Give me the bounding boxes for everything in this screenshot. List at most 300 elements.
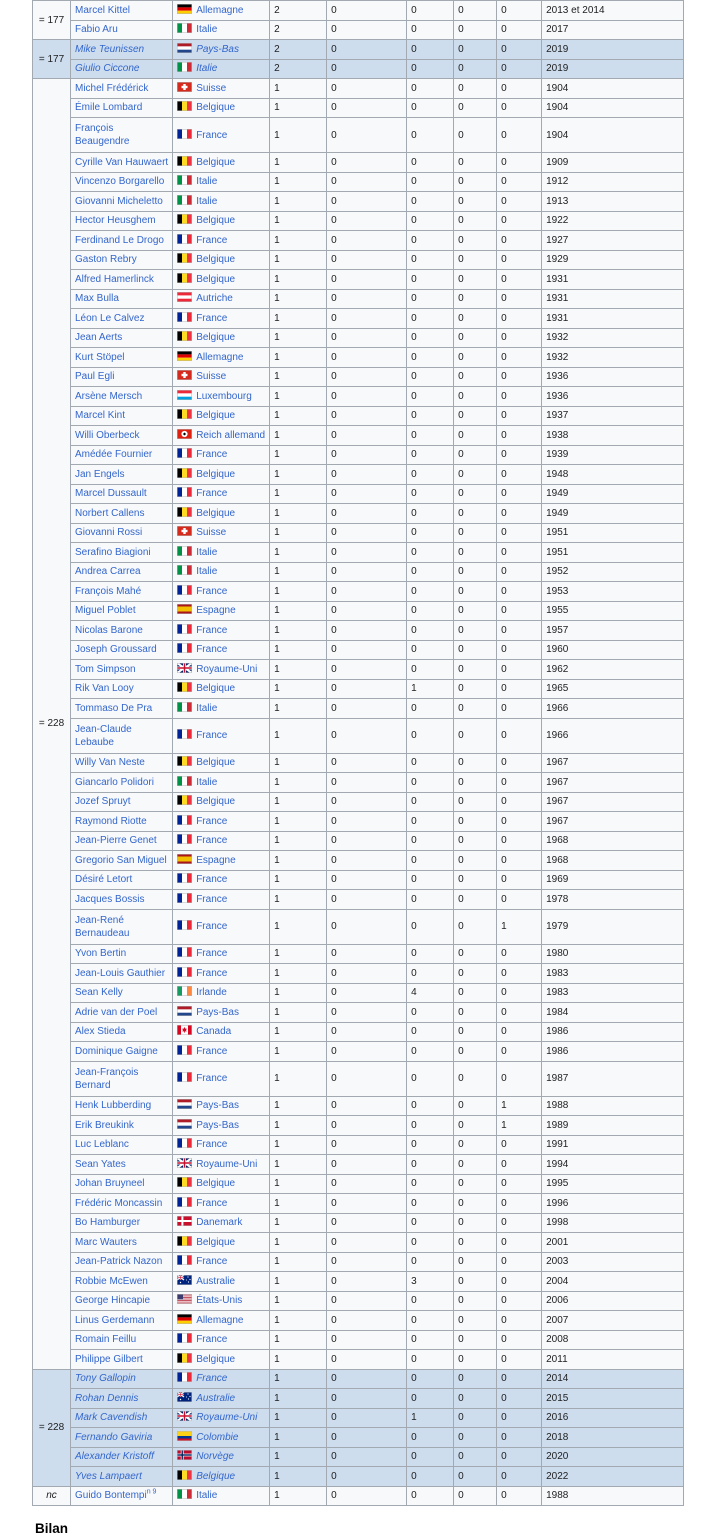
years-cell: 1967 <box>542 773 684 793</box>
years-cell: 1988 <box>542 1486 684 1506</box>
stat-cell-2: 0 <box>327 1061 407 1096</box>
rider-link[interactable]: Yves Lampaert <box>75 1470 142 1482</box>
country-link[interactable]: Suisse <box>196 527 227 539</box>
country-link[interactable]: France <box>196 893 228 905</box>
rider-link[interactable]: Nicolas Barone <box>75 624 143 636</box>
country-link[interactable]: Italie <box>196 546 218 558</box>
stat-cell-1: 1 <box>270 1350 327 1370</box>
country-link[interactable]: France <box>196 1045 228 1057</box>
country-link[interactable]: Belgique <box>196 156 236 168</box>
years-cell: 1931 <box>542 309 684 329</box>
country-link[interactable]: Espagne <box>196 605 236 617</box>
rider-name-cell <box>71 831 173 851</box>
stat-cell-5: 0 <box>497 640 542 660</box>
country-link[interactable]: Pays-Bas <box>196 1006 239 1018</box>
rider-link[interactable]: Max Bulla <box>75 293 119 305</box>
rider-link[interactable]: Giovanni Micheletto <box>75 195 163 207</box>
table-row <box>33 523 684 543</box>
rider-link[interactable]: François Mahé <box>75 585 142 597</box>
rider-link[interactable]: Bo Hamburger <box>75 1217 141 1229</box>
country-cell <box>173 20 270 40</box>
stat-cell-3: 0 <box>407 1447 454 1467</box>
stat-cell-1: 1 <box>270 1252 327 1272</box>
stat-cell-5: 0 <box>497 465 542 485</box>
stat-cell-3: 0 <box>407 621 454 641</box>
rider-link[interactable]: Émile Lombard <box>75 102 143 114</box>
country-link[interactable]: Allemagne <box>196 1314 244 1326</box>
stat-cell-3: 0 <box>407 523 454 543</box>
table-row <box>33 20 684 40</box>
stat-cell-3: 0 <box>407 890 454 910</box>
country-cell <box>173 812 270 832</box>
table-row <box>33 1174 684 1194</box>
country-link[interactable]: France <box>196 815 228 827</box>
stat-cell-5: 0 <box>497 59 542 79</box>
rider-link[interactable]: Jean-François Bernard <box>75 1066 139 1091</box>
stat-cell-2: 0 <box>327 153 407 173</box>
rider-link[interactable]: Willy Van Neste <box>75 757 145 769</box>
stat-cell-3: 0 <box>407 1 454 21</box>
country-link[interactable]: Suisse <box>196 82 227 94</box>
rider-link[interactable]: Tom Simpson <box>75 663 136 675</box>
rider-link[interactable]: Léon Le Calvez <box>75 312 145 324</box>
flag-fr-icon <box>177 815 192 825</box>
rider-link[interactable]: Arsène Mersch <box>75 390 143 402</box>
years-cell: 1932 <box>542 328 684 348</box>
stat-cell-5: 0 <box>497 406 542 426</box>
country-link[interactable]: France <box>196 585 228 597</box>
rider-link[interactable]: Hector Heusghem <box>75 215 156 227</box>
country-link[interactable]: France <box>196 835 228 847</box>
rider-link[interactable]: Andrea Carrea <box>75 566 141 578</box>
rider-name-cell <box>71 1311 173 1331</box>
rider-link[interactable]: Erik Breukink <box>75 1119 134 1131</box>
country-link[interactable]: Danemark <box>196 1217 243 1229</box>
stat-cell-3: 0 <box>407 484 454 504</box>
rider-link[interactable]: Paul Egli <box>75 371 115 383</box>
rider-link[interactable]: Marc Wauters <box>75 1236 137 1248</box>
table-row <box>33 309 684 329</box>
rider-link[interactable]: Gaston Rebry <box>75 254 137 266</box>
rider-link[interactable]: Jean-Pierre Genet <box>75 835 157 847</box>
stat-cell-2: 0 <box>327 79 407 99</box>
stat-cell-5: 0 <box>497 543 542 563</box>
rank-cell: = 177 <box>33 40 71 79</box>
rider-link[interactable]: Serafino Biagioni <box>75 546 151 558</box>
country-link[interactable]: Italie <box>196 566 218 578</box>
years-cell: 1931 <box>542 289 684 309</box>
rider-name-cell <box>71 426 173 446</box>
rider-link[interactable]: Giovanni Rossi <box>75 527 143 539</box>
rider-name-cell <box>71 1389 173 1409</box>
rider-link[interactable]: Raymond Riotte <box>75 815 147 827</box>
rider-link[interactable]: Joseph Groussard <box>75 644 157 656</box>
country-link[interactable]: Allemagne <box>196 4 244 16</box>
country-link[interactable]: France <box>196 312 228 324</box>
years-cell: 1931 <box>542 270 684 290</box>
country-link[interactable]: Luxembourg <box>196 390 252 402</box>
years-cell: 2018 <box>542 1428 684 1448</box>
rider-link[interactable]: Alexander Kristoff <box>75 1451 154 1463</box>
rider-link[interactable]: Tommaso De Pra <box>75 702 153 714</box>
country-link[interactable]: France <box>196 624 228 636</box>
country-link[interactable]: France <box>196 644 228 656</box>
country-link[interactable]: Irlande <box>196 987 227 999</box>
rider-link[interactable]: Jean Aerts <box>75 332 123 344</box>
country-link[interactable]: Suisse <box>196 371 227 383</box>
rider-name-cell <box>71 1486 173 1506</box>
country-cell <box>173 1291 270 1311</box>
country-cell <box>173 718 270 753</box>
country-link[interactable]: France <box>196 1073 228 1084</box>
rider-link[interactable]: François Beaugendre <box>75 123 130 147</box>
stat-cell-5: 0 <box>497 1350 542 1370</box>
stat-cell-3: 0 <box>407 172 454 192</box>
stat-cell-1: 1 <box>270 270 327 290</box>
rider-link[interactable]: Jean-René Bernaudeau <box>75 914 130 939</box>
table-row <box>33 465 684 485</box>
stat-cell-4: 0 <box>454 79 497 99</box>
rider-name-cell <box>71 1428 173 1448</box>
rider-link[interactable]: Henk Lubberding <box>75 1100 152 1112</box>
country-cell <box>173 1330 270 1350</box>
flag-it-icon <box>177 62 192 72</box>
stat-cell-2: 0 <box>327 1389 407 1409</box>
rider-link[interactable]: Fabio Aru <box>75 24 118 36</box>
years-cell: 1996 <box>542 1194 684 1214</box>
country-link[interactable]: Norvège <box>196 1451 234 1463</box>
rider-link[interactable]: Rohan Dennis <box>75 1392 139 1404</box>
country-link[interactable]: Belgique <box>196 796 236 808</box>
stat-cell-1: 1 <box>270 465 327 485</box>
table-row <box>33 1003 684 1023</box>
table-row <box>33 1116 684 1136</box>
stat-cell-5: 0 <box>497 870 542 890</box>
country-cell <box>173 1022 270 1042</box>
rider-link[interactable]: Michel Frédérick <box>75 82 149 94</box>
flag-fr-icon <box>177 1333 192 1343</box>
stat-cell-3: 0 <box>407 1022 454 1042</box>
country-link[interactable]: Espagne <box>196 854 236 866</box>
rider-name-cell <box>71 1213 173 1233</box>
rider-link[interactable]: Tony Gallopin <box>75 1373 136 1385</box>
stat-cell-5: 0 <box>497 1003 542 1023</box>
country-cell <box>173 562 270 582</box>
rider-name-cell <box>71 582 173 602</box>
table-row <box>33 192 684 212</box>
flag-be-icon <box>177 273 192 283</box>
country-link[interactable]: Italie <box>196 1490 218 1502</box>
years-cell: 1936 <box>542 387 684 407</box>
country-link[interactable]: Canada <box>196 1026 232 1038</box>
table-row <box>33 1233 684 1253</box>
rider-link[interactable]: Cyrille Van Hauwaert <box>75 156 169 168</box>
stat-cell-5: 0 <box>497 504 542 524</box>
rider-link[interactable]: Giulio Ciccone <box>75 63 140 75</box>
rider-link[interactable]: Giancarlo Polidori <box>75 776 154 788</box>
table-row <box>33 504 684 524</box>
stat-cell-1: 2 <box>270 1 327 21</box>
rider-link[interactable]: Yvon Bertin <box>75 948 127 960</box>
table-row <box>33 367 684 387</box>
years-cell: 2013 et 2014 <box>542 1 684 21</box>
stat-cell-1: 1 <box>270 718 327 753</box>
country-cell <box>173 504 270 524</box>
stat-cell-2: 0 <box>327 1486 407 1506</box>
stat-cell-5: 0 <box>497 1061 542 1096</box>
stat-cell-3: 0 <box>407 1042 454 1062</box>
stat-cell-3: 0 <box>407 640 454 660</box>
rider-link[interactable]: Philippe Gilbert <box>75 1353 143 1365</box>
stat-cell-4: 0 <box>454 328 497 348</box>
country-link[interactable]: Pays-Bas <box>196 43 239 55</box>
country-link[interactable]: Belgique <box>196 1236 236 1248</box>
stat-cell-5: 0 <box>497 1155 542 1175</box>
country-link[interactable]: France <box>196 1197 228 1209</box>
flag-it-icon <box>177 546 192 556</box>
country-link[interactable]: France <box>196 449 228 461</box>
country-link[interactable]: Australie <box>196 1392 236 1404</box>
country-cell <box>173 309 270 329</box>
table-row <box>33 1155 684 1175</box>
country-link[interactable]: Belgique <box>196 1470 236 1482</box>
country-link[interactable]: Belgique <box>196 254 236 266</box>
rider-name-cell <box>71 1408 173 1428</box>
country-link[interactable]: Italie <box>196 63 218 75</box>
rider-link[interactable]: Luc Leblanc <box>75 1139 129 1151</box>
country-link[interactable]: États-Unis <box>196 1295 243 1307</box>
rider-link[interactable]: Gregorio San Miguel <box>75 854 167 866</box>
years-cell: 1909 <box>542 153 684 173</box>
stat-cell-4: 0 <box>454 1022 497 1042</box>
rank-cell: = 228 <box>33 1369 71 1486</box>
rider-name-cell <box>71 699 173 719</box>
stat-cell-2: 0 <box>327 1155 407 1175</box>
country-link[interactable]: Autriche <box>196 293 233 305</box>
stat-cell-1: 1 <box>270 1135 327 1155</box>
rider-link[interactable]: George Hincapie <box>75 1295 151 1307</box>
table-row <box>33 484 684 504</box>
stat-cell-4: 0 <box>454 445 497 465</box>
stat-cell-4: 0 <box>454 983 497 1003</box>
country-link[interactable]: Royaume-Uni <box>196 663 258 675</box>
country-link[interactable]: Reich allemand <box>196 429 266 441</box>
rider-name-cell <box>71 660 173 680</box>
rider-link[interactable]: Adrie van der Poel <box>75 1006 158 1018</box>
country-link[interactable]: France <box>196 129 228 141</box>
rider-link[interactable]: Ferdinand Le Drogo <box>75 234 164 246</box>
stat-cell-4: 0 <box>454 870 497 890</box>
country-link[interactable]: France <box>196 967 228 979</box>
stat-cell-5: 0 <box>497 426 542 446</box>
country-link[interactable]: Italie <box>196 24 218 36</box>
rider-link[interactable]: Désiré Letort <box>75 874 133 886</box>
rider-link[interactable]: Jean-Claude Lebaube <box>75 723 132 748</box>
country-link[interactable]: Royaume-Uni <box>196 1158 258 1170</box>
stat-cell-2: 0 <box>327 983 407 1003</box>
flag-it-icon <box>177 195 192 205</box>
stat-cell-5: 0 <box>497 328 542 348</box>
stat-cell-3: 0 <box>407 250 454 270</box>
years-cell: 2014 <box>542 1369 684 1389</box>
country-link[interactable]: France <box>196 730 228 741</box>
flag-be-icon <box>177 156 192 166</box>
stat-cell-4: 0 <box>454 909 497 944</box>
country-link[interactable]: France <box>196 234 228 246</box>
rank-cell: = 177 <box>33 1 71 40</box>
rider-name-cell <box>71 465 173 485</box>
stat-cell-1: 1 <box>270 699 327 719</box>
rider-link[interactable]: Marcel Kint <box>75 410 126 422</box>
years-cell: 2004 <box>542 1272 684 1292</box>
rider-link[interactable]: Alex Stieda <box>75 1026 126 1038</box>
rider-link[interactable]: Frédéric Moncassin <box>75 1197 163 1209</box>
stat-cell-2: 0 <box>327 270 407 290</box>
country-cell <box>173 465 270 485</box>
country-link[interactable]: Allemagne <box>196 351 244 363</box>
country-link[interactable]: Belgique <box>196 468 236 480</box>
rider-link[interactable]: Willi Oberbeck <box>75 429 140 441</box>
country-link[interactable]: Royaume-Uni <box>196 1412 258 1424</box>
rider-link[interactable]: Jozef Spruyt <box>75 796 131 808</box>
country-link[interactable]: Italie <box>196 776 218 788</box>
rider-link[interactable]: Romain Feillu <box>75 1334 137 1346</box>
rider-name-cell <box>71 1061 173 1096</box>
years-cell: 2001 <box>542 1233 684 1253</box>
country-link[interactable]: France <box>196 1373 228 1385</box>
years-cell: 1939 <box>542 445 684 465</box>
country-link[interactable]: Colombie <box>196 1431 239 1443</box>
flag-be-icon <box>177 468 192 478</box>
country-cell <box>173 851 270 871</box>
stat-cell-3: 0 <box>407 1311 454 1331</box>
country-cell <box>173 523 270 543</box>
years-cell: 1966 <box>542 699 684 719</box>
country-link[interactable]: Belgique <box>196 1353 236 1365</box>
stat-cell-2: 0 <box>327 231 407 251</box>
stat-cell-3: 0 <box>407 231 454 251</box>
country-link[interactable]: Italie <box>196 176 218 188</box>
country-link[interactable]: France <box>196 1139 228 1151</box>
stat-cell-5: 0 <box>497 250 542 270</box>
stat-cell-1: 1 <box>270 1272 327 1292</box>
rider-name-cell <box>71 231 173 251</box>
country-link[interactable]: Italie <box>196 195 218 207</box>
stat-cell-1: 1 <box>270 1311 327 1331</box>
country-link[interactable]: Belgique <box>196 410 236 422</box>
rider-link[interactable]: Dominique Gaigne <box>75 1045 158 1057</box>
rider-link[interactable]: Robbie McEwen <box>75 1275 148 1287</box>
country-link[interactable]: Belgique <box>196 102 236 114</box>
rider-link[interactable]: Marcel Kittel <box>75 4 131 16</box>
country-cell <box>173 699 270 719</box>
years-cell: 1987 <box>542 1061 684 1096</box>
country-link[interactable]: France <box>196 921 228 932</box>
rider-link[interactable]: Vincenzo Borgarello <box>75 176 165 188</box>
rider-name-cell <box>71 1022 173 1042</box>
country-link[interactable]: France <box>196 1334 228 1346</box>
stat-cell-2: 0 <box>327 753 407 773</box>
rider-link[interactable]: Linus Gerdemann <box>75 1314 155 1326</box>
stat-cell-5: 0 <box>497 172 542 192</box>
country-link[interactable]: Belgique <box>196 507 236 519</box>
rider-link[interactable]: Guido Bontempi <box>75 1490 147 1502</box>
flag-fr-icon <box>177 947 192 957</box>
stat-cell-3: 0 <box>407 1486 454 1506</box>
country-link[interactable]: Australie <box>196 1275 236 1287</box>
rider-link[interactable]: Rik Van Looy <box>75 683 134 695</box>
rider-link[interactable]: Marcel Dussault <box>75 488 147 500</box>
rider-link[interactable]: Kurt Stöpel <box>75 351 125 363</box>
country-link[interactable]: France <box>196 488 228 500</box>
rider-link[interactable]: Jan Engels <box>75 468 125 480</box>
stat-cell-4: 0 <box>454 118 497 153</box>
rider-link[interactable]: Mark Cavendish <box>75 1412 148 1424</box>
country-link[interactable]: Pays-Bas <box>196 1100 239 1112</box>
country-link[interactable]: Belgique <box>196 332 236 344</box>
stat-cell-1: 1 <box>270 1061 327 1096</box>
rider-link[interactable]: Jean-Patrick Nazon <box>75 1256 163 1268</box>
rider-link[interactable]: Amédée Fournier <box>75 449 153 461</box>
rider-link[interactable]: Mike Teunissen <box>75 43 145 55</box>
stat-cell-5: 0 <box>497 1486 542 1506</box>
country-link[interactable]: Belgique <box>196 215 236 227</box>
country-link[interactable]: France <box>196 948 228 960</box>
country-link[interactable]: Italie <box>196 702 218 714</box>
country-cell <box>173 192 270 212</box>
stat-cell-1: 1 <box>270 523 327 543</box>
rider-link[interactable]: Miguel Poblet <box>75 605 136 617</box>
rider-link[interactable]: Norbert Callens <box>75 507 145 519</box>
rider-link[interactable]: Sean Kelly <box>75 987 123 999</box>
stat-cell-4: 0 <box>454 679 497 699</box>
years-cell: 1904 <box>542 79 684 99</box>
rider-link[interactable]: Sean Yates <box>75 1158 126 1170</box>
stat-cell-5: 0 <box>497 1022 542 1042</box>
rider-link[interactable]: Fernando Gaviria <box>75 1431 153 1443</box>
country-link[interactable]: Belgique <box>196 757 236 769</box>
stat-cell-2: 0 <box>327 1 407 21</box>
stat-cell-2: 0 <box>327 1291 407 1311</box>
stat-cell-2: 0 <box>327 348 407 368</box>
stat-cell-2: 0 <box>327 118 407 153</box>
table-row <box>33 543 684 563</box>
rider-link[interactable]: Jacques Bossis <box>75 893 145 905</box>
country-link[interactable]: France <box>196 874 228 886</box>
rider-link[interactable]: Johan Bruyneel <box>75 1178 145 1190</box>
stat-cell-1: 1 <box>270 250 327 270</box>
stat-cell-3: 0 <box>407 1233 454 1253</box>
flag-de-icon <box>177 4 192 14</box>
country-link[interactable]: France <box>196 1256 228 1268</box>
stat-cell-2: 0 <box>327 465 407 485</box>
country-link[interactable]: Belgique <box>196 683 236 695</box>
country-link[interactable]: Belgique <box>196 273 236 285</box>
stat-cell-1: 1 <box>270 1042 327 1062</box>
years-cell: 1953 <box>542 582 684 602</box>
flag-au-icon <box>177 1392 192 1402</box>
stat-cell-4: 0 <box>454 562 497 582</box>
rider-link[interactable]: Jean-Louis Gauthier <box>75 967 166 979</box>
country-link[interactable]: Pays-Bas <box>196 1119 239 1131</box>
rider-link[interactable]: Alfred Hamerlinck <box>75 273 154 285</box>
stat-cell-5: 0 <box>497 1447 542 1467</box>
stat-cell-4: 0 <box>454 40 497 60</box>
footnote-ref[interactable]: n 9 <box>146 1488 157 1496</box>
country-link[interactable]: Belgique <box>196 1178 236 1190</box>
flag-ch-icon <box>177 370 192 380</box>
table-row <box>33 231 684 251</box>
